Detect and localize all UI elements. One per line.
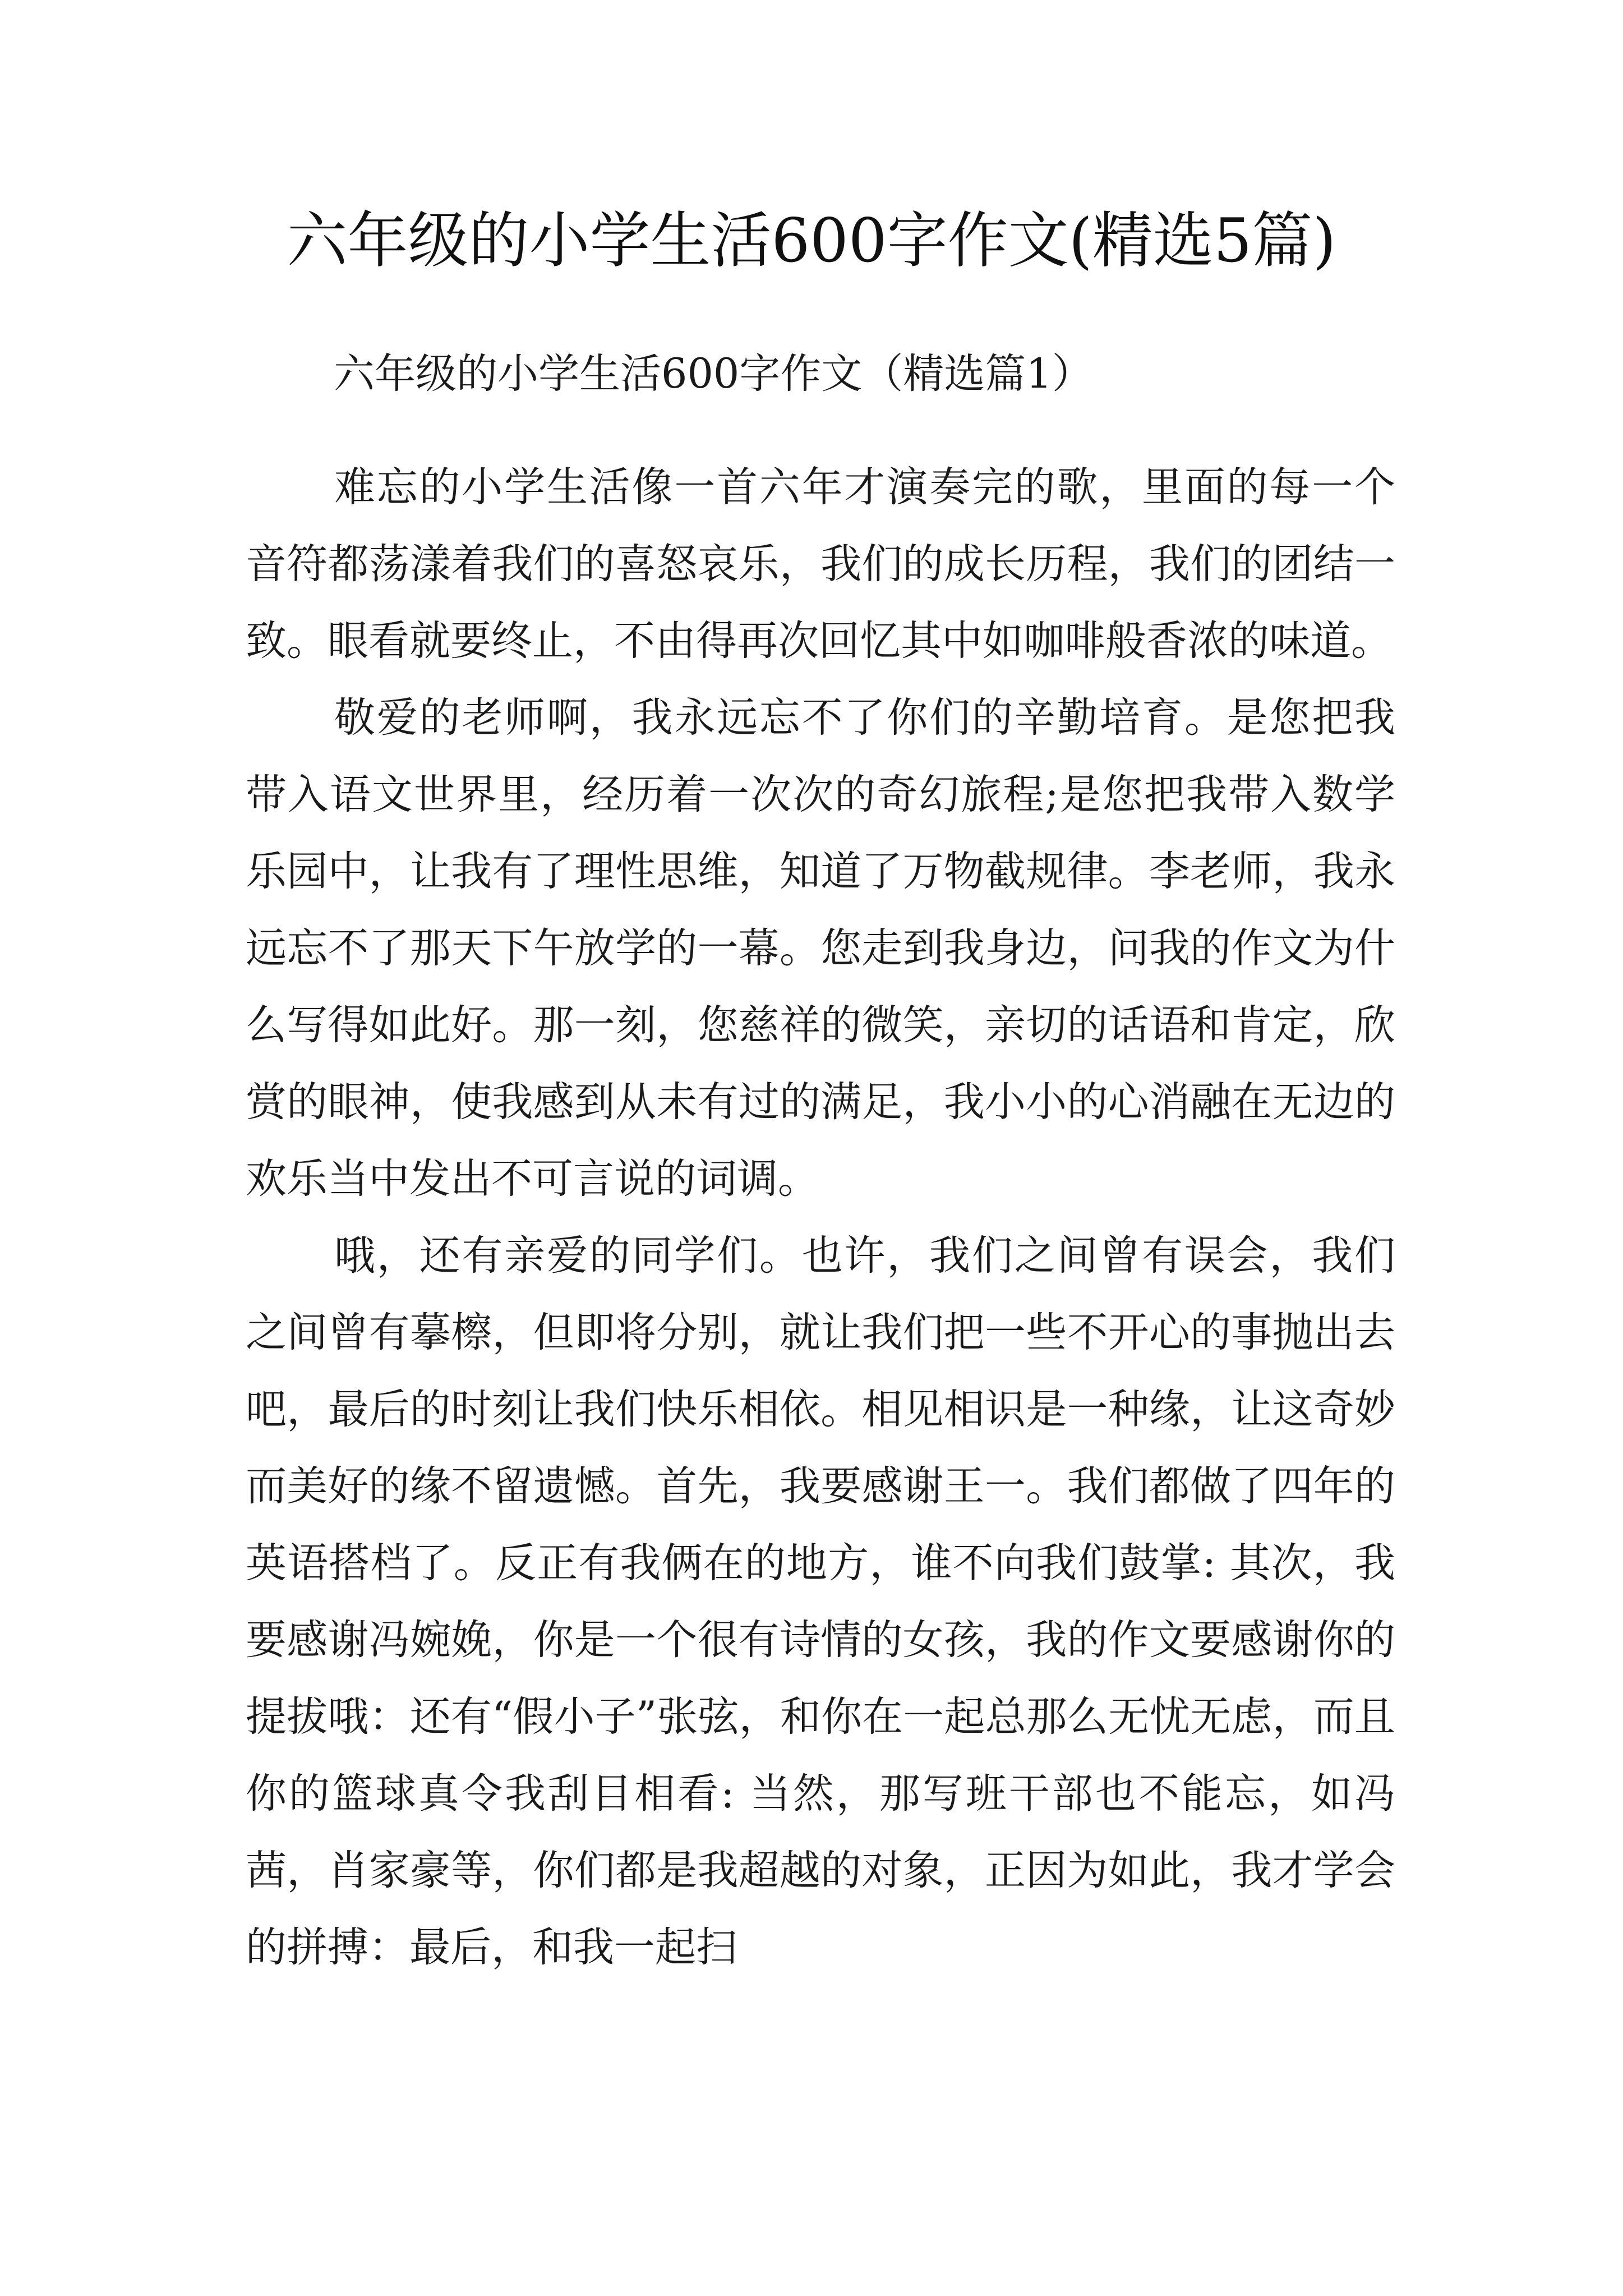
paragraph-2: 敬爱的老师啊，我永远忘不了你们的辛勤培育。是您把我带入语文世界里，经历着一次次的奇幻旅程;是您把我带入数学乐园中，让我有了理性思维，知道了万物截规律。李老师，我永远忘不了那天下午放学的一幕。您走到我身边，问我的作文为什么写得如此好。那一刻，您慈祥的微笑，亲切的话语和肯定，欣赏的眼神，使我感到从未有过的满足，我小小的心消融在无边的欢乐当中发出不可言说的词调。 [246,694,1395,1203]
section-heading: 六年级的小学生活600字作文（精选篇1） [334,350,1093,398]
paragraph-3: 哦，还有亲爱的同学们。也许，我们之间曾有误会，我们之间曾有摹檫，但即将分别，就让我们把一些不开心的事抛出去吧，最后的时刻让我们快乐相依。相见相识是一种缘，让这奇妙而美好的缘不留遗憾。首先，我要感谢王一。我们都做了四年的英语搭档了。反正有我俩在的地方，谁不向我们鼓掌: 其次，我要感谢冯婉娩，你是一个很有诗情的女孩，我的作文要感谢你的提拔哦：还有“假小子”张弦，和你在一起总那么无忧无虑，而且你的篮球真令我刮目相看: 当然，那写班干部也不能忘，如冯茜，肖家豪等，你们都是我超越的对象，正因为如此，我才学会的拼搏：最后，和我一起扫 [246,1232,1395,1971]
document-title: 六年级的小学生活600字作文(精选5篇) [287,206,1336,276]
paragraph-1: 难忘的小学生活像一首六年才演奏完的歌，里面的每一个音符都荡漾着我们的喜怒哀乐，我们的成长历程，我们的团结一致。眼看就要终止，不由得再次回忆其中如咖啡般香浓的味道。 [246,463,1395,665]
essay-body [246,449,1395,1986]
